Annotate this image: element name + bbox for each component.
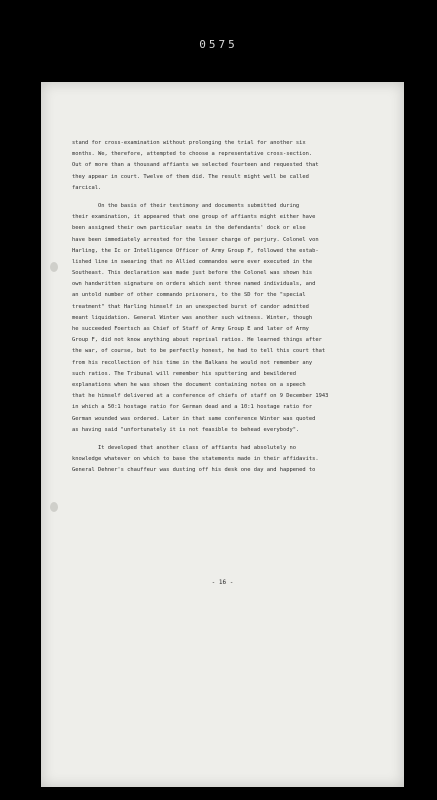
text-line: On the basis of their testimony and documents submitted during xyxy=(72,202,300,209)
text-line: been assigned their own particular seats in the defendants' dock or else xyxy=(72,225,306,232)
text-line: their examination, it appeared that one group of affiants might either have xyxy=(72,214,316,221)
body-text xyxy=(72,138,390,476)
text-line: from his recollection of his time in the Balkans he would not remember any xyxy=(72,359,313,366)
paragraph-gap xyxy=(72,194,390,201)
text-line: that he himself delivered at a conference of chiefs of staff on 9 December 1943 xyxy=(72,393,329,400)
text-line: he succeeded Foertsch as Chief of Staff of Army Group E and later of Army xyxy=(72,326,309,332)
text-line: such ratios. The Tribunal will remember his sputtering and bewildered xyxy=(72,370,296,377)
text-line: months. We, therefore, attempted to choose a representative cross-section. xyxy=(72,151,313,158)
punch-hole xyxy=(50,262,58,272)
text-line: meant liquidation. General Winter was another such witness. Winter, though xyxy=(72,314,313,321)
text-line: lished line in swearing that no Allied commandos were ever executed in the xyxy=(72,258,313,265)
text-line: knowledge whatever on which to base the statements made in their affidavits. xyxy=(72,456,319,463)
text-line: Southeast. This declaration was made just before the Colonel was shown his xyxy=(72,270,313,277)
archive-stamp-number: 0575 xyxy=(199,38,238,51)
text-line: have been immediately arrested for the lesser charge of perjury. Colonel von xyxy=(72,236,319,243)
text-line: Group F, did not know anything about reprisal ratios. He learned things after xyxy=(72,337,322,344)
text-line: the war, of course, but to be perfectly honest, he had to tell this court that xyxy=(72,348,326,355)
page-number: - 16 - xyxy=(211,579,234,586)
text-line: treatment" that Harling himself in an unexpected burst of candor admitted xyxy=(72,303,309,310)
text-line: own handwritten signature on orders which sent three named individuals, and xyxy=(72,281,316,288)
document-page xyxy=(41,82,404,787)
text-line: farcical. xyxy=(72,184,102,191)
text-line: explanations when he was shown the document containing notes on a speech xyxy=(72,381,306,388)
punch-hole xyxy=(50,502,58,512)
text-line: as having said "unfortunately it is not feasible to behead everybody". xyxy=(72,426,300,433)
text-line: they appear in court. Twelve of them did. The result might well be called xyxy=(72,173,309,180)
text-line: Harling, the Ic or Intelligence Officer of Army Group F, followed the estab- xyxy=(72,247,319,254)
paragraph-gap xyxy=(72,436,390,443)
text-line: German wounded was ordered. Later in that same conference Winter was quoted xyxy=(72,415,316,422)
text-line: Out of more than a thousand affiants we selected fourteen and requested that xyxy=(72,162,319,169)
text-line: in which a 50:1 hostage ratio for German dead and a 10:1 hostage ratio for xyxy=(72,404,313,411)
text-line: stand for cross-examination without prolonging the trial for another six xyxy=(72,140,306,146)
text-line: General Dehner's chauffeur was dusting off his desk one day and happened to xyxy=(72,467,316,474)
text-line: an untold number of other commando prisoners, to the SD for the "special xyxy=(72,292,306,299)
text-line: It developed that another class of affiants had absolutely no xyxy=(72,444,296,451)
